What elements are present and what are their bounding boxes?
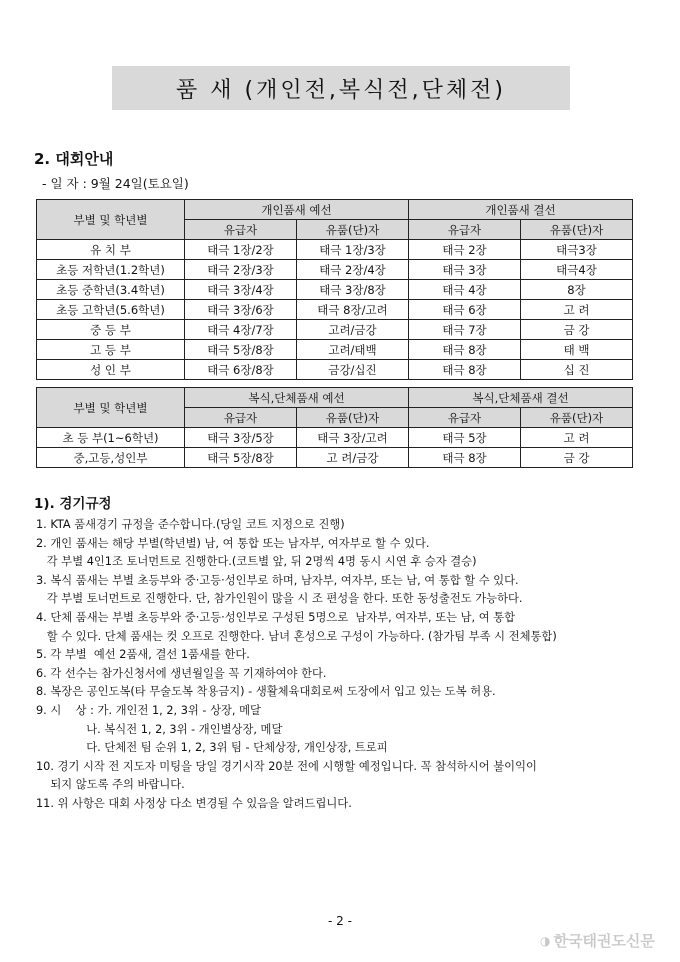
poomsae-cell: 태극 2장/4장 (297, 260, 409, 280)
poomsae-cell: 태극 4장 (409, 280, 521, 300)
division-cell: 초 등 부(1~6학년) (37, 428, 185, 448)
poomsae-cell: 금 강 (521, 448, 633, 468)
rules-heading: 1). 경기규정 (34, 496, 112, 512)
poomsae-cell: 태극 3장/고려 (297, 428, 409, 448)
rule-line: 되지 않도록 주의 바랍니다. (36, 778, 185, 792)
poomsae-cell: 태극 1장/2장 (185, 240, 297, 260)
poomsae-cell: 태극 3장/8장 (297, 280, 409, 300)
poomsae-cell: 금 강 (521, 320, 633, 340)
rule-line: 1. KTA 품새경기 규정을 준수합니다.(당일 코트 지정으로 진행) (36, 518, 345, 531)
poomsae-cell: 태극 1장/3장 (297, 240, 409, 260)
poomsae-cell: 8장 (521, 280, 633, 300)
rule-line: 11. 위 사항은 대회 사정상 다소 변경될 수 있음을 알려드립니다. (36, 796, 352, 810)
poomsae-cell: 태극3장 (521, 240, 633, 260)
rule-line: 각 부별 토너먼트로 진행한다. 단, 참가인원이 많을 시 조 편성을 한다. 또한 동성출전도 가능하다. (36, 592, 523, 606)
poomsae-cell: 금강/십진 (297, 360, 409, 380)
rule-line: 나. 복식전 1, 2, 3위 - 개인별상장, 메달 (36, 722, 283, 736)
poomsae-cell: 십 진 (521, 360, 633, 380)
poomsae-cell: 태극 8장 (409, 448, 521, 468)
poomsae-cell: 태극 6장/8장 (185, 360, 297, 380)
poomsae-cell: 태극 5장/8장 (185, 340, 297, 360)
poomsae-cell: 태극 8장/고려 (297, 300, 409, 320)
division-cell: 성 인 부 (37, 360, 185, 380)
table-row (37, 360, 633, 380)
pair-team-poomsae-table (36, 387, 633, 468)
poomsae-cell: 태극 6장 (409, 300, 521, 320)
rule-line: 3. 복식 품새는 부별 초등부와 중·고등·성인부로 하며, 남자부, 여자부, 또는 남, 여 통합 할 수 있다. (36, 573, 519, 587)
rule-line: 4. 단체 품새는 부별 초등부와 중·고등·성인부로 구성된 5명으로 남자부, 여자부, 또는 남, 여 통합 (36, 610, 516, 624)
division-cell: 중 등 부 (37, 320, 185, 340)
poomsae-cell: 태극 2장/3장 (185, 260, 297, 280)
poomsae-cell: 태극 5장 (409, 428, 521, 448)
poomsae-cell: 태극4장 (521, 260, 633, 280)
poomsae-cell: 고려/태백 (297, 340, 409, 360)
subheader-cell: 유품(단)자 (521, 408, 633, 428)
section-heading: 2. 대회안내 (34, 150, 114, 168)
watermark-text: 한국태권도신문 (553, 932, 655, 950)
poomsae-cell: 태극 7장 (409, 320, 521, 340)
rule-line: 할 수 있다. 단체 품새는 컷 오프로 진행한다. 남녀 혼성으로 구성이 가능하다. (참가팀 부족 시 전체통합) (36, 629, 557, 643)
table2-final-header: 복식,단체품새 결선 (409, 388, 633, 408)
division-cell: 중,고등,성인부 (37, 448, 185, 468)
subheader-cell: 유품(단)자 (297, 408, 409, 428)
poomsae-cell: 태극 2장 (409, 240, 521, 260)
table1-prelim-header: 개인품새 예선 (185, 200, 409, 220)
individual-poomsae-table (36, 199, 633, 380)
subheader-cell: 유급자 (185, 408, 297, 428)
table2-corner-header: 부별 및 학년별 (37, 388, 185, 428)
page-number: - 2 - (328, 914, 352, 928)
subheader-cell: 유급자 (185, 220, 297, 240)
rule-line: 9. 시 상 : 가. 개인전 1, 2, 3위 - 상장, 메달 (36, 703, 261, 717)
table-row (37, 448, 633, 468)
poomsae-cell: 고려/금강 (297, 320, 409, 340)
poomsae-cell: 고 려 (521, 428, 633, 448)
table-row (37, 320, 633, 340)
rule-line: 다. 단체전 팀 순위 1, 2, 3위 팀 - 단체상장, 개인상장, 트로피 (36, 741, 388, 755)
table-row (37, 428, 633, 448)
division-cell: 유 치 부 (37, 240, 185, 260)
rule-line: 6. 각 선수는 참가신청서에 생년월일을 꼭 기재하여야 한다. (36, 666, 327, 680)
poomsae-cell: 태극 4장/7장 (185, 320, 297, 340)
watermark-icon: ◑ (540, 933, 551, 948)
table-row (37, 300, 633, 320)
poomsae-cell: 태극 3장/5장 (185, 428, 297, 448)
rule-line: 8. 복장은 공인도복(타 무술도복 착용금지) - 생활체육대회로써 도장에서 입고 있는 도복 허용. (36, 685, 496, 699)
poomsae-cell: 태 백 (521, 340, 633, 360)
rules-list (36, 516, 646, 814)
table-row (37, 260, 633, 280)
poomsae-cell: 태극 5장/8장 (185, 448, 297, 468)
date-line: - 일 자 : 9월 24일(토요일) (42, 176, 189, 191)
poomsae-cell: 고 려 (521, 300, 633, 320)
table-row (37, 340, 633, 360)
subheader-cell: 유급자 (409, 408, 521, 428)
page-title: 품 새 (개인전,복식전,단체전) (112, 66, 570, 110)
subheader-cell: 유품(단)자 (297, 220, 409, 240)
rule-line: 2. 개인 품새는 해당 부별(학년별) 남, 여 통합 또는 남자부, 여자부로 할 수 있다. (36, 536, 430, 550)
rule-line: 10. 경기 시작 전 지도자 미팅을 당일 경기시작 20분 전에 시행할 예정입니다. 꼭 참석하시어 불이익이 (36, 759, 537, 773)
subheader-cell: 유급자 (409, 220, 521, 240)
poomsae-cell: 고 려/금강 (297, 448, 409, 468)
poomsae-cell: 태극 8장 (409, 360, 521, 380)
poomsae-cell: 태극 3장 (409, 260, 521, 280)
watermark-logo (540, 930, 655, 951)
table1-final-header: 개인품새 결선 (409, 200, 633, 220)
table-row (37, 280, 633, 300)
table1-corner-header: 부별 및 학년별 (37, 200, 185, 240)
poomsae-cell: 태극 3장/4장 (185, 280, 297, 300)
subheader-cell: 유품(단)자 (521, 220, 633, 240)
poomsae-cell: 태극 3장/6장 (185, 300, 297, 320)
poomsae-cell: 태극 8장 (409, 340, 521, 360)
table2-prelim-header: 복식,단체품새 예선 (185, 388, 409, 408)
table-row (37, 240, 633, 260)
division-cell: 초등 중학년(3.4학년) (37, 280, 185, 300)
division-cell: 초등 고학년(5.6학년) (37, 300, 185, 320)
rule-line: 각 부별 4인1조 토너먼트로 진행한다.(코트별 앞, 뒤 2명씩 4명 동시 시연 후 승자 결승) (36, 555, 477, 569)
division-cell: 고 등 부 (37, 340, 185, 360)
division-cell: 초등 저학년(1.2학년) (37, 260, 185, 280)
rule-line: 5. 각 부별 예선 2품새, 결선 1품새를 한다. (36, 648, 250, 662)
